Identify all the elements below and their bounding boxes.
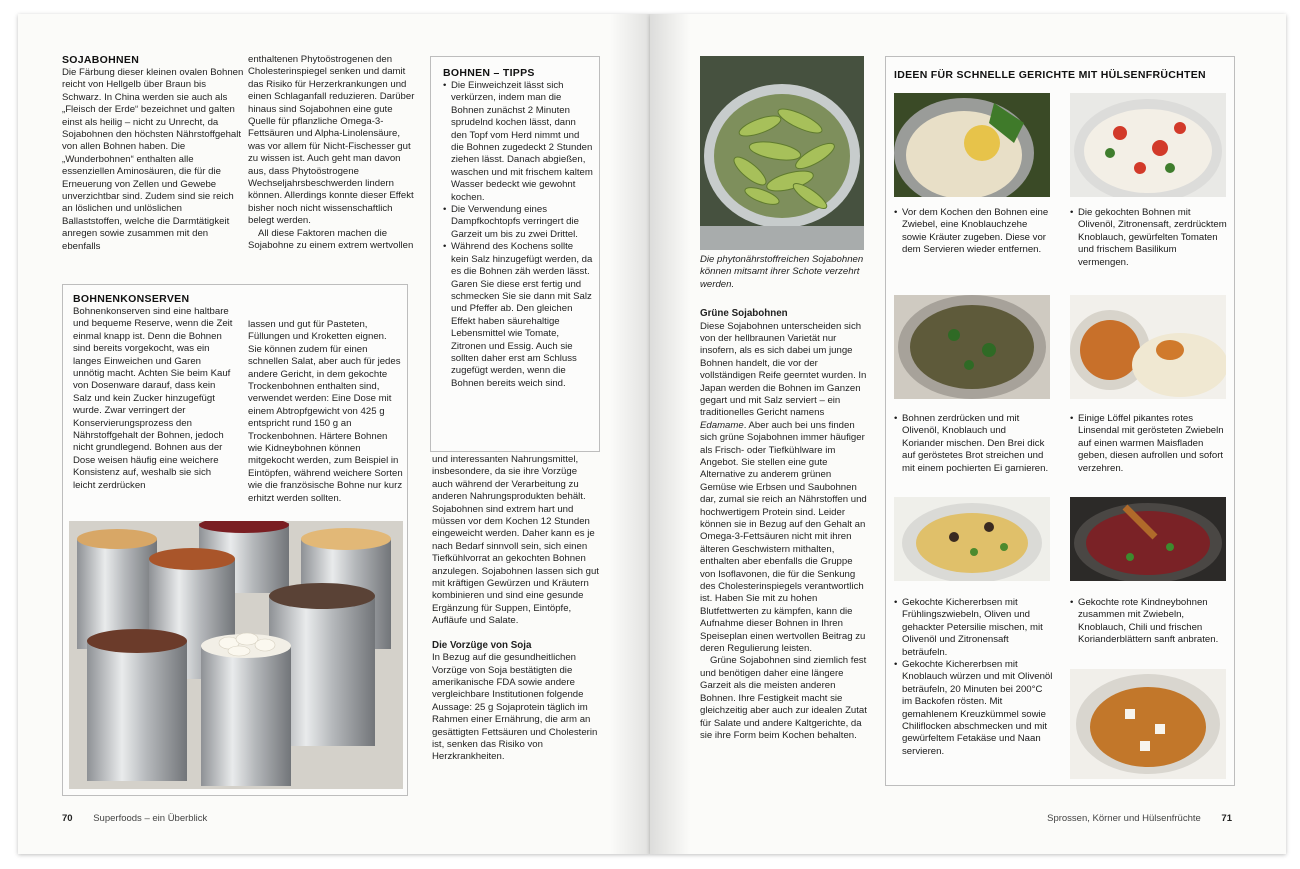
tipp-item: • Während des Kochens sollte kein Salz hinzugefügt werden, da es die Bohnen zäh werden lässt. Garen Sie diese erst fertig und schmecken Sie sie dann mit Salz und Pfeffer ab. Den gleichen Effekt haben säurehaltige Lebensmittel wie Tomate, Zitronen und Essig. Auch sie sollten daher erst am Schluss zugefügt werden, wenn die Bohnen bereits weich sind. [443,241,593,390]
gruene-sojabohnen-heading: Grüne Sojabohnen [700,308,788,319]
konserven-box [62,284,408,796]
page-number-right: 71 [1221,813,1232,824]
sojabohnen-heading: SOJABOHNEN [62,54,140,66]
chickpea-salad-photo [894,497,1050,581]
idea-item: • Gekochte Kichererbsen mit Frühlingszwiebeln, Oliven und gehackter Petersilie mischen, mit Olivenöl und Zitronensaft beträufeln. [894,597,1054,659]
idea-item: • Die gekochten Bohnen mit Olivenöl, Zitronensaft, zerdrücktem Knoblauch, gewürfelten Tomaten und frischem Basilikum vermengen. [1070,207,1228,269]
gruene-sojabohnen-section [700,308,868,742]
page-number-left: 70 [62,813,73,824]
sojabohnen-text-col2b: All diese Faktoren machen die Sojabohne zu einem extrem wertvollen [248,227,414,252]
idea-item: • Vor dem Kochen den Bohnen eine Zwiebel, eine Knoblauchzehe sowie Kräuter zugeben. Diese vor dem Servieren wieder entfernen. [894,207,1050,257]
tipps-list [443,80,593,390]
konserven-text-col1: Bohnenkonserven sind eine haltbare und bequeme Reserve, wenn die Zeit einmal knapp ist. Denn die Bohnen sind bereits vorgekocht, was ein langes Einweichen und Garen unnötig macht. Achten Sie beim Kauf von Dosenware darauf, dass kein Salz und kein Zucker hinzugefügt wurde. Zwar verringert der Konservierungsprozess den Nährstoffgehalt der Bohnen, jedoch nicht grundlegend. Bohnen aus der Dose weisen häufig eine weichere Konsistenz auf, weshalb sie sich leicht zerdrücken [73,306,233,491]
beans-herbs-photo [894,93,1050,197]
gruene-sojabohnen-text2: Grüne Sojabohnen sind ziemlich fest und benötigen daher eine längere Garzeit als die meisten anderen Bohnen. Ihre Festigkeit macht sie gleichzeitig aber auch zur idealen Zutat für Salate und andere Kaltgerichte, da sie ihre Form beim Kochen behalten. [700,655,867,741]
sojabohnen-col2 [248,54,418,253]
sojabohnen-section [62,54,244,253]
bean-tomato-salad-photo [1070,93,1226,197]
left-running-title: Superfoods – ein Überblick [93,813,208,824]
tipps-heading: BOHNEN – TIPPS [443,67,535,79]
right-page [650,14,1286,854]
konserven-heading: BOHNENKONSERVEN [73,293,190,305]
vorzuege-text: In Bezug auf die gesundheitlichen Vorzüge von Soja bestätigten die amerikanische FDA sowie andere vergleichbare Institutionen folgende Aussage: 25 g Sojaprotein täglich im Rahmen einer Ernährung, die arm an gesättigten Fettsäuren und Cholesterin ist, senken das Risiko von Herzkrankheiten. [432,652,598,763]
lentil-wrap-photo [1070,295,1226,399]
tipps-box [430,56,600,452]
right-running-title: Sprossen, Körner und Hülsenfrüchte [1047,813,1201,824]
edamame-pot-photo [700,56,864,250]
idea-item: • Gekochte rote Kindneybohnen zusammen mit Zwiebeln, Knoblauch, Chili und frischen Korianderblättern sanft anbraten. [1070,597,1228,647]
idea-item: • Gekochte Kichererbsen mit Knoblauch würzen und mit Olivenöl beträufeln, 20 Minuten bei 200°C im Backofen rösten. Mit gemahlenem Kreuzkümmel sowie Chiliflocken abschmecken und mit gewürfeltem Fetakäse und Naan servieren. [894,659,1054,758]
konserven-text-col2: lassen und gut für Pasteten, Füllungen und Kroketten eignen. Sie können zudem für einen schnellen Salat, aber auch für jedes andere Gericht, in dem gekochte Trockenbohnen enthalten sind, verwendet werden: Eine Dose mit einem Abtropfgewicht von 425 g entspricht rund 150 g an Trockenbohnen. Härtere Bohnen wie Kidneybohnen können mitgekocht werden, zum Beispiel in Eintöpfen, während weichere Sorten wie die französische Bohne nur kurz erhitzt werden sollten. [248,319,403,504]
roasted-chickpeas-photo [1070,669,1226,779]
kidney-beans-pan-photo [1070,497,1226,581]
ideen-box [885,56,1235,786]
tipp-item: • Die Einweichzeit lässt sich verkürzen, indem man die Bohnen zunächst 2 Minuten sprudelnd kochen lässt, dann den Topf vom Herd nimmt und die Bohnen zugedeckt 2 Stunden ziehen lässt. Danach abgießen, waschen und mit frischem kaltem Wasser bedeckt wie gewohnt kochen. [443,80,593,204]
left-page [18,14,650,854]
right-footer [1047,813,1232,824]
left-footer [62,813,207,824]
soja-continuation-text: und interessanten Nahrungsmittel, insbesondere, da sie ihre Vorzüge auch während der Verarbeitung zu anderen Nahrungsprodukten behält. Sojabohnen sind extrem hart und müssen vor dem Kochen 12 Stunden eingeweicht werden. Daher kann es je nach Bedarf sinnvoll sein, sich einen Tiefkühlvorrat an gekochten Bohnen anzulegen. Sojabohnen lassen sich gut mit kräftigen Gewürzen und Kräutern kombinieren und sind eine gesunde Ergänzung für Suppen, Eintöpfe, Aufläufe und Salate. [432,454,599,627]
tipp-item: • Die Verwendung eines Dampfkochtopfs verringert die Garzeit um bis zu zwei Drittel. [443,204,593,241]
photo-caption: Die phytonährstoffreichen Sojabohnen können mitsamt ihrer Schote verzehrt werden. [700,254,864,290]
ideen-heading: IDEEN FÜR SCHNELLE GERICHTE MIT HÜLSENFRÜCHTEN [894,69,1206,81]
sojabohnen-text-col2: enthaltenen Phytoöstrogenen den Cholesterinspiegel senken und damit das Risiko für Herzerkrankungen und einen Schlaganfall reduzieren. Darüber hinaus sind Sojabohnen eine gute Quelle für pflanzliche Omega-3-Fettsäuren und Alpha-Linolensäure, was vor allem für Nicht-Fischesser gut zu wissen ist. Auch geht man davon aus, dass Phytoöstrogene Wechseljahrsbeschwerden lindern können. Allerdings konnte dieser Effekt bisher noch nicht wissenschaftlich belegt werden. [248,54,415,227]
idea-item: • Bohnen zerdrücken und mit Olivenöl, Knoblauch und Koriander mischen. Den Brei dick auf geröstetes Brot streichen und mit einem pochierten Ei garnieren. [894,413,1050,475]
soja-continuation [432,454,600,764]
gruene-sojabohnen-text1: Diese Sojabohnen unterscheiden sich von der hellbraunen Varietät nur insofern, als es sich dabei um junge Bohnen handelt, die vor der vollständigen Reife geerntet wurden. In Japan werden die Bohnen im Ganzen gegart und mit Salz serviert – ein traditionelles Gericht namens Edamame. Aber auch bei uns finden sich grüne Sojabohnen immer häufiger als Frisch- oder Tiefkühlware im Angebot. Sie stellen eine gute Alternative zu anderem grünen Gemüse wie Erbsen und Saubohnen dar, zumal sie reich an Nährstoffen und hochwertigem Protein sind. Leider können sie in Bezug auf den Gehalt an Omega-3-Fettsäuren nicht mit ihren älteren Geschwistern mithalten, enthalten aber ebenfalls die Gruppe von Isoflavonen, die für die Senkung des Cholesterinspiegels verantwortlich ist. Haben Sie mit zu hohen Blutfettwerten zu kämpfen, kann die Aufnahme dieser Bohnen in Ihren Speiseplan einen wertvollen Beitrag zu deren Regulierung leisten. [700,320,867,655]
sojabohnen-text-col1: Die Färbung dieser kleinen ovalen Bohnen reicht von Hellgelb über Braun bis Schwarz. In China werden sie auch als „Fleisch der Erde“ bezeichnet und galten einst als heilig – nicht zu Unrecht, da Sojabohnen den höchsten Nährstoffgehalt von allen Bohnen haben. Die „Wunderbohnen“ enthalten alle essenziellen Aminosäuren, die für die Erneuerung von Zellen und Gewebe unverzichtbar sind. Zudem sind sie reich an löslichen und unlöslichen Ballaststoffen, welche die Darmtätigkeit anregen sowie zusammen mit den ebenfalls [62,67,244,252]
idea-item: • Einige Löffel pikantes rotes Linsendal mit gerösteten Zwiebeln auf einen warmen Maisfladen geben, diesen aufrollen und sofort verzehren. [1070,413,1228,475]
vorzuege-heading: Die Vorzüge von Soja [432,639,532,651]
bean-cans-photo [69,521,403,789]
mashed-beans-photo [894,295,1050,399]
